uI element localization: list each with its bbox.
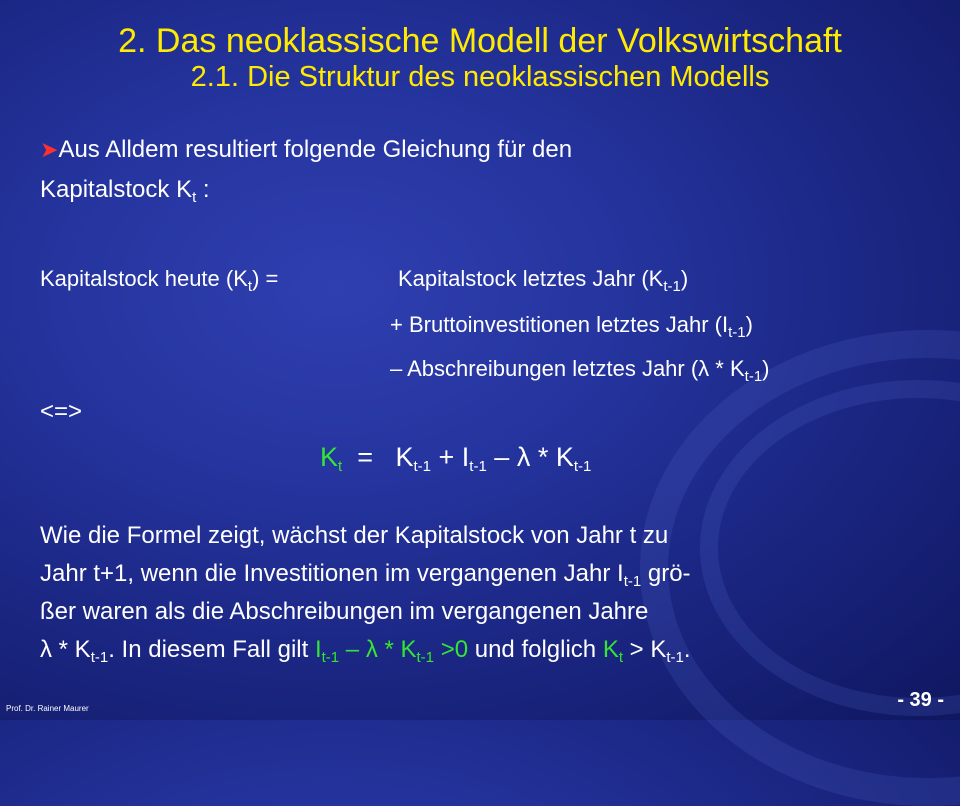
- explanation-line-1: Wie die Formel zeigt, wächst der Kapitalstock von Jahr t zu: [40, 522, 669, 549]
- expl-4-a-sub: t-1: [90, 649, 109, 666]
- slide-title: [0, 22, 960, 94]
- expl-4-e: .: [683, 636, 691, 663]
- eq-lhs-sub: t: [247, 278, 253, 295]
- author-credit: Prof. Dr. Rainer Maurer: [6, 704, 89, 713]
- formula-sub-3: t-1: [573, 458, 592, 475]
- equation-rhs-2: [390, 312, 753, 341]
- equation-rhs-1: [398, 266, 689, 295]
- expl-4-d-sub: t-1: [666, 649, 684, 666]
- expl-4-g4-sub: t: [618, 649, 624, 666]
- formula-plus: + I: [431, 442, 470, 472]
- eq-lhs-end: ) =: [252, 266, 279, 291]
- intro-sub: t: [192, 189, 197, 206]
- expl-4-b: . In diesem Fall gilt: [108, 636, 315, 663]
- eq-row2: + Bruttoinvestitionen letztes Jahr (I: [390, 312, 729, 337]
- title-main: 2. Das neoklassische Modell der Volkswirtschaft: [118, 22, 842, 60]
- title-sub: 2.1. Die Struktur des neoklassischen Modells: [190, 61, 770, 93]
- expl-4-g4: K: [602, 636, 619, 663]
- formula-eq: = K: [342, 442, 414, 472]
- expl-4-g3: >0: [434, 636, 469, 663]
- intro-line-1: [40, 136, 572, 164]
- equation-rhs-3: [390, 356, 770, 385]
- expl-4-g2: – λ * K: [339, 636, 417, 663]
- equation-row-1: [40, 266, 279, 295]
- eq-row3: – Abschreibungen letztes Jahr (λ * K: [390, 356, 745, 381]
- expl-4-g2-sub: t-1: [416, 649, 435, 666]
- page-number: - 39 -: [897, 689, 944, 711]
- eq-row2-sub: t-1: [728, 324, 746, 341]
- eq-row1: Kapitalstock letztes Jahr (K: [398, 266, 664, 291]
- eq-row1-end: ): [680, 266, 689, 291]
- formula-sub-1: t-1: [413, 458, 431, 475]
- expl-4-d: > K: [623, 636, 667, 663]
- expl-2-end: grö-: [641, 560, 691, 587]
- formula-k: K: [320, 442, 339, 472]
- formula-sub-2: t-1: [469, 458, 487, 475]
- eq-row2-end: ): [745, 312, 753, 337]
- intro-line-2: [40, 176, 210, 204]
- expl-2-sub: t-1: [623, 573, 642, 590]
- eq-lhs: Kapitalstock heute (K: [40, 266, 248, 291]
- expl-4-c: und folglich: [468, 636, 603, 663]
- eq-row3-end: ): [762, 356, 770, 381]
- formula-k-sub: t: [338, 458, 343, 475]
- explanation-line-4: [40, 636, 691, 664]
- eq-row3-sub: t-1: [744, 368, 763, 385]
- intro-text-1: Aus Alldem resultiert folgende Gleichung für den: [58, 136, 573, 163]
- eq-row1-sub: t-1: [663, 278, 681, 295]
- expl-4-g1-sub: t-1: [321, 649, 340, 666]
- intro-end: :: [196, 176, 210, 203]
- formula-minus: – λ * K: [486, 442, 574, 472]
- explanation-line-3: ßer waren als die Abschreibungen im vergangenen Jahre: [40, 598, 649, 625]
- intro-text-2: Kapitalstock K: [40, 176, 193, 203]
- red-arrow-bullet-icon: ➤: [40, 137, 59, 162]
- capital-formula: [320, 442, 591, 473]
- expl-4-g1: I: [314, 636, 322, 663]
- expl-2-text: Jahr t+1, wenn die Investitionen im vergangenen Jahr I: [40, 560, 624, 587]
- expl-4-a: λ * K: [40, 636, 91, 663]
- equivalence-sign: <=>: [40, 398, 83, 425]
- explanation-line-2: [40, 560, 691, 588]
